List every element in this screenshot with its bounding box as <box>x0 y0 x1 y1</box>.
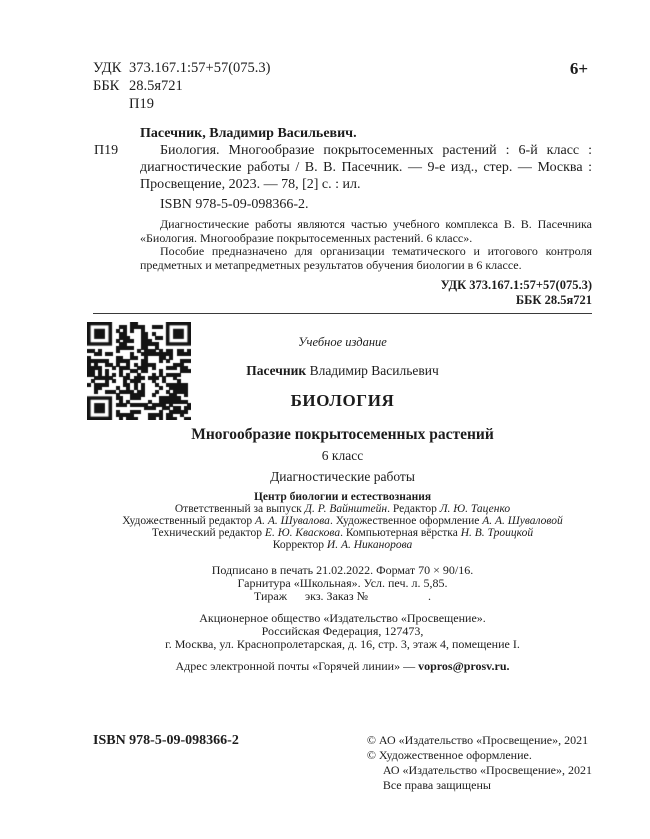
classification-header <box>93 59 592 113</box>
copyright-line: АО «Издательство «Просвещение», 2021 <box>382 763 592 778</box>
copyright-block <box>367 733 592 793</box>
card-annotation-2: Пособие предназначено для организации тематического и итогового контроля предметных и метапредметных результатов обучения биологии в 6 классе. <box>140 244 592 272</box>
hotline-email-line: Адрес электронной почты «Горячей линии» — vopros@prosv.ru. <box>175 659 510 674</box>
department-label: Центр биологии и естествознания <box>253 491 432 504</box>
book-subtitle: Многообразие покрытосеменных растений <box>191 426 494 444</box>
card-description: Биология. Многообразие покрытосеменных растений : 6-й класс : диагностические работы / В. В. Пасечник. — 9-е изд., стер. — Москва : Просвещение, 2023. — 78, [2] с. : ил. <box>140 143 592 192</box>
catalog-card <box>94 125 592 272</box>
author-code-row <box>93 95 271 113</box>
bbk-label: ББК <box>93 78 120 94</box>
edition-type-label: Учебное издание <box>298 335 387 350</box>
udk-row <box>93 59 271 77</box>
card-author: Пасечник, Владимир Васильевич. <box>140 126 357 141</box>
author-code-spacer <box>93 95 129 113</box>
qr-code <box>87 322 191 420</box>
imprint-section <box>93 314 592 673</box>
card-isbn: ISBN 978-5-09-098366-2. <box>160 197 309 212</box>
udk-label: УДК <box>93 60 122 76</box>
copyright-line: Все права защищены <box>382 778 491 793</box>
footer-isbn: ISBN 978-5-09-098366-2 <box>93 733 239 749</box>
credit-line: Технический редактор Е. Ю. Кваскова. Компьютерная вёрстка Н. В. Троицкой <box>151 527 534 540</box>
grade-label: 6 класс <box>321 448 364 464</box>
series-label: Диагностические работы <box>270 469 415 485</box>
bbk-repeat-value: ББК 28.5я721 <box>515 293 592 308</box>
udk-value: 373.167.1:57+57(075.3) <box>129 60 271 76</box>
classification-codes <box>93 59 271 113</box>
book-title: БИОЛОГИЯ <box>290 391 395 411</box>
publisher-line: г. Москва, ул. Краснопролетарская, д. 16, стр. 3, этаж 4, помещение I. <box>165 637 520 652</box>
publisher-block <box>93 612 592 652</box>
print-info-line: Тираж экз. Заказ № . <box>253 589 432 604</box>
print-info-line: Гарнитура «Школьная». Усл. печ. л. 5,85. <box>237 576 448 591</box>
publisher-line: Российская Федерация, 127473, <box>261 623 424 638</box>
copyright-line: © Художественное оформление. <box>366 748 532 763</box>
bbk-value: 28.5я721 <box>129 78 183 94</box>
age-rating-badge: 6+ <box>569 59 588 78</box>
card-annotation-1: Диагностические работы являются частью учебного комплекса В. В. Пасечника «Биология. Многообразие покрытосеменных растений. 6 класс». <box>140 217 592 245</box>
udk-repeat-block <box>93 278 592 308</box>
credit-line: Корректор И. А. Никанорова <box>272 539 413 552</box>
print-info-line: Подписано в печать 21.02.2022. Формат 70 × 90/16. <box>211 563 474 577</box>
copyright-line: © АО «Издательство «Просвещение», 2021 <box>366 733 589 748</box>
author-code-value: П19 <box>129 96 154 112</box>
udk-repeat-value: УДК 373.167.1:57+57(075.3) <box>440 278 592 293</box>
print-info-block <box>93 564 592 604</box>
imprint-author: Пасечник Владимир Васильевич <box>246 363 439 379</box>
credit-line: Художественный редактор А. А. Шувалова. Художественное оформление А. А. Шуваловой <box>122 515 563 528</box>
credit-line: Ответственный за выпуск Д. Р. Вайнштейн. Редактор Л. Ю. Таценко <box>174 503 511 516</box>
footer-row <box>93 733 592 793</box>
publisher-line: Акционерное общество «Издательство «Просвещение». <box>199 610 486 625</box>
bbk-row <box>93 77 271 95</box>
catalog-card-code: П19 <box>94 143 119 158</box>
